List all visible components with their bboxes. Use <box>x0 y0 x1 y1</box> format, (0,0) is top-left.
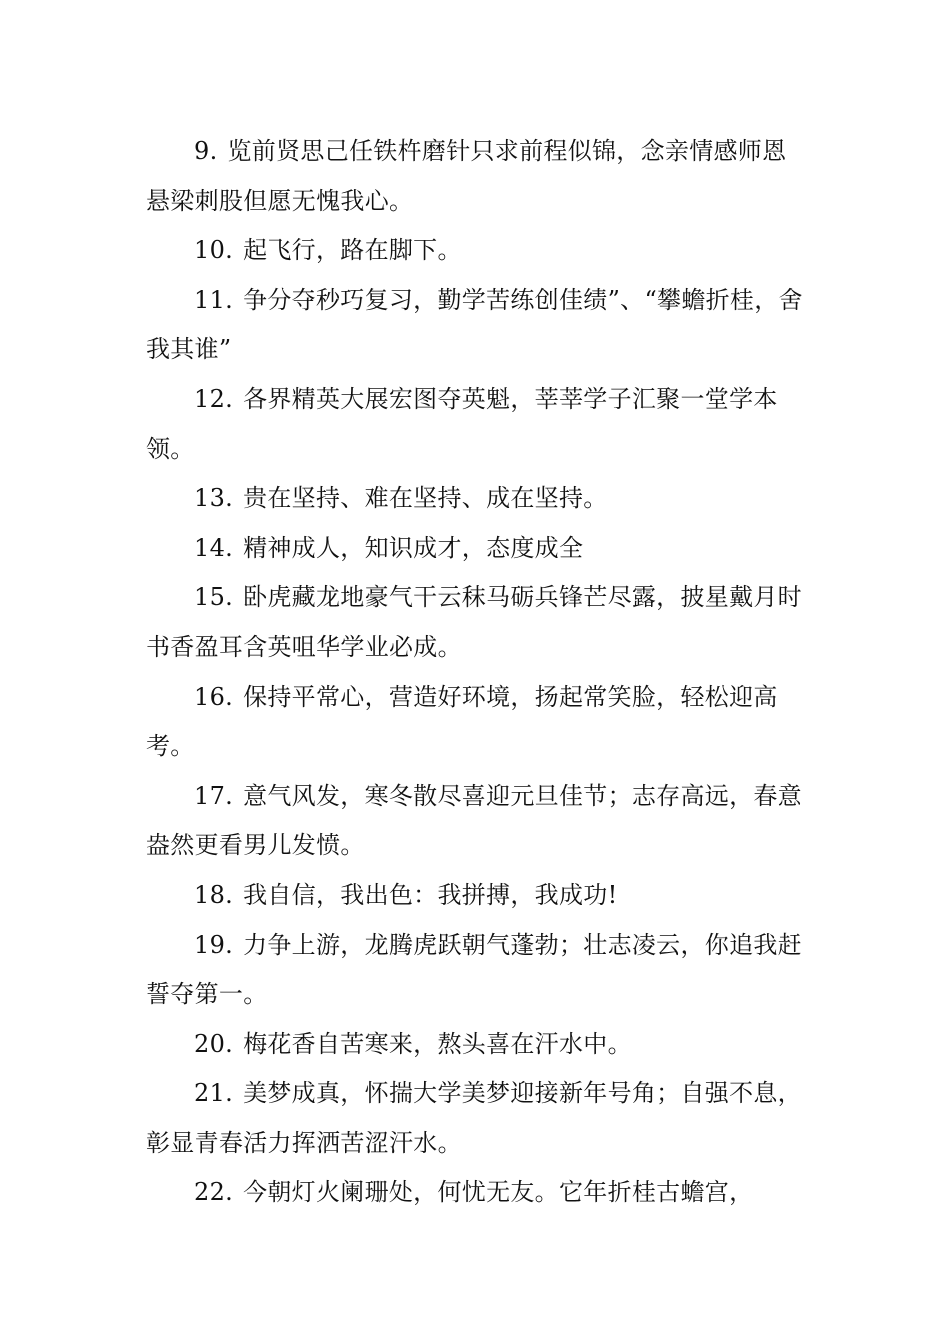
list-item <box>146 375 810 474</box>
list-item <box>146 1020 810 1070</box>
list-item <box>146 673 810 772</box>
item-number: 21. <box>194 1079 234 1108</box>
item-text: 争分夺秒巧复习，勤学苦练创佳绩”、“攀蟾折桂，舍我其谁” <box>146 285 803 364</box>
list-item <box>146 1069 810 1168</box>
item-number: 15. <box>194 583 234 612</box>
list-item <box>146 226 810 276</box>
item-number: 9. <box>194 137 218 165</box>
item-number: 17. <box>194 781 234 810</box>
list-item <box>146 474 810 524</box>
item-text: 今朝灯火阑珊处，何忧无友。它年折桂古蟾宫， <box>243 1178 754 1207</box>
item-text: 各界精英大展宏图夺英魁，莘莘学子汇聚一堂学本领。 <box>146 384 778 463</box>
item-number: 10. <box>194 236 234 265</box>
item-number: 19. <box>194 930 234 959</box>
item-number: 14. <box>194 533 234 562</box>
item-text: 梅花香自苦寒来，熬头喜在汗水中。 <box>243 1029 632 1058</box>
item-text: 精神成人，知识成才，态度成全 <box>243 533 584 562</box>
item-text: 览前贤思己任铁杵磨针只求前程似锦，念亲情感师恩悬梁刺股但愿无愧我心。 <box>146 137 787 215</box>
document-body <box>146 127 810 1218</box>
item-text: 美梦成真，怀揣大学美梦迎接新年号角；自强不息，彰显青春活力挥洒苦涩汗水。 <box>146 1079 802 1157</box>
item-text: 起飞行，路在脚下。 <box>243 236 462 265</box>
item-number: 20. <box>194 1029 234 1058</box>
list-item <box>146 127 810 226</box>
item-text: 保持平常心，营造好环境，扬起常笑脸，轻松迎高考。 <box>146 682 778 761</box>
item-text: 我自信，我出色：我拼搏，我成功! <box>243 880 618 909</box>
list-item <box>146 871 810 921</box>
item-text: 卧虎藏龙地豪气干云秣马砺兵锋芒尽露，披星戴月时书香盈耳含英咀华学业必成。 <box>146 583 802 661</box>
list-item <box>146 1168 810 1218</box>
item-number: 22. <box>194 1178 234 1207</box>
item-number: 16. <box>194 682 234 711</box>
item-number: 12. <box>194 384 234 413</box>
list-item <box>146 276 810 375</box>
item-number: 18. <box>194 880 234 909</box>
item-text: 力争上游，龙腾虎跃朝气蓬勃；壮志凌云，你追我赶誓夺第一。 <box>146 930 802 1009</box>
item-number: 13. <box>194 484 234 513</box>
list-item <box>146 772 810 871</box>
list-item <box>146 524 810 574</box>
item-text: 贵在坚持、难在坚持、成在坚持。 <box>243 484 608 513</box>
item-number: 11. <box>194 285 234 314</box>
list-item <box>146 921 810 1020</box>
list-item <box>146 573 810 672</box>
item-text: 意气风发，寒冬散尽喜迎元旦佳节；志存高远，春意盎然更看男儿发愤。 <box>146 781 802 860</box>
